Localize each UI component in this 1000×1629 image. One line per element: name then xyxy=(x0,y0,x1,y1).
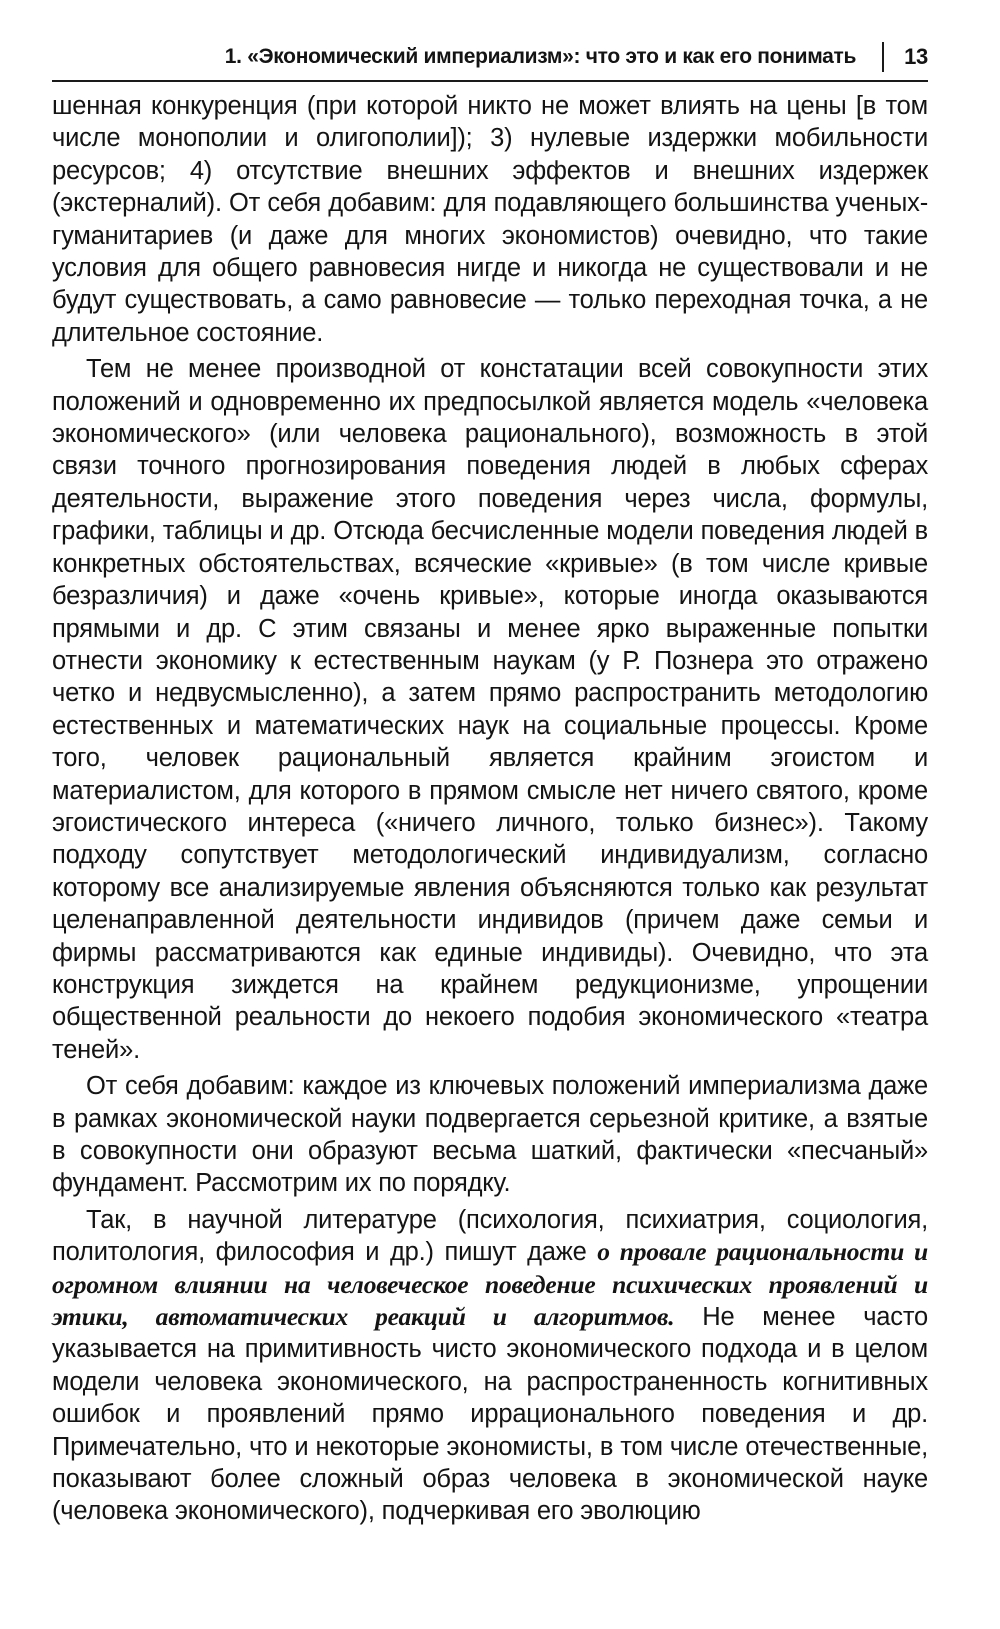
paragraph-continued: шенная конкуренция (при которой никто не может влиять на цены [в том числе монополии и олигополии]); 3) нулевые издержки мобильности ресурсов; 4) отсутствие внешних эффектов и внешних издержек (экстерналий). От себя добавим: для подавляющего большинства ученых-гуманитариев (и даже для многих экономистов) очевидно, что такие условия для общего равновесия нигде и никогда не существовали и не будут существовать, а само равновесие — только переходная точка, а не длительное состояние. xyxy=(52,92,928,347)
paragraph: Тем не менее производной от констатации всей совокупности этих положений и одновременно их предпосылкой является модель «человека экономического» (или человека рационального), возможность в этой связи точного прогнозирования поведения людей в любых сферах деятельности, выражение этого поведения через числа, формулы, графики, таблицы и др. Отсюда бесчисленные модели поведения людей в конкретных обстоятельствах, всяческие «кривые» (в том числе кривые безразличия) и даже «очень кривые», которые иногда оказываются прямыми и др. С этим связаны и менее ярко выраженные попытки отнести экономику к естественным наукам (у Р. Познера это отражено четко и недвусмысленно), а затем прямо распространить методологию естественных и математических наук на социальные процессы. Кроме того, человек рациональный является крайним эгоистом и материалистом, для которого в прямом смысле нет ничего святого, кроме эгоистического интереса («ничего личного, только бизнес»). Такому подходу сопутствует методологический индивидуализм, согласно которому все анализируемые явления объясняются только как результат целенаправленной деятельности индивидов (причем даже семьи и фирмы рассматриваются как единые индивиды). Очевидно, что эта конструкция зиждется на крайнем редукционизме, упрощении общественной реальности до некоего подобия экономического «театра теней». xyxy=(52,355,928,1064)
paragraph-text: Не менее часто указывается на примитивность чисто экономического подхода и в целом модели человека экономического, на распространенность когнитивных ошибок и проявлений прямо иррационального поведения и др. Примечательно, что и некоторые экономисты, в том числе отечественные, показывают более сложный образ человека в экономической науке (человека экономического), подчеркивая его эволюцию xyxy=(52,1303,928,1526)
book-page xyxy=(52,40,928,1528)
running-title: 1. «Экономический империализм»: что это и как его понимать xyxy=(224,45,857,68)
paragraph: От себя добавим: каждое из ключевых положений империализма даже в рамках экономической науки подвергается серьезной критике, а взятые в совокупности они образуют весьма шаткий, фактически «песчаный» фундамент. Рассмотрим их по порядку. xyxy=(52,1072,928,1198)
paragraph-text: Так, в научной литературе (психология, психиатрия, социология, политология, философия и др.) пишут даже xyxy=(52,1205,928,1267)
page-number: 13 xyxy=(904,44,928,69)
paragraph-with-emphasis xyxy=(52,1204,928,1528)
page-body xyxy=(52,90,928,1528)
emphasized-text: о провале рациональности и огромном влиянии на человеческое поведение психических проявлений и этики, автоматических реакций и алгоритмов. xyxy=(52,1237,929,1332)
header-separator xyxy=(882,42,884,72)
running-header xyxy=(52,40,928,82)
